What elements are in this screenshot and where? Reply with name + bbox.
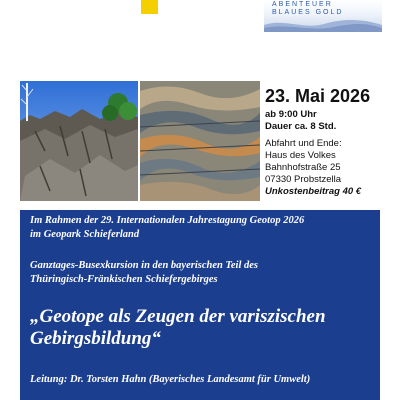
fee-text: Unkostenbeitrag 40 €: [265, 186, 362, 197]
brand-logo: [264, 0, 382, 32]
tour-line-1: Ganztages-Busexkursion in den bayerischen Teil des: [30, 260, 259, 271]
brand-line-2: BLAUES GOLD: [272, 9, 344, 16]
intro-line-1: Im Rahmen der 29. Internationalen Jahrestagung Geotop 2026: [30, 215, 305, 226]
title-line-1: „Geotope als Zeugen der variszischen: [30, 306, 326, 327]
venue-city: 07330 Probstzella: [265, 174, 342, 185]
event-duration: Dauer ca. 8 Std.: [265, 121, 337, 132]
slate-layers-photo: [140, 81, 260, 201]
departure-label: Abfahrt und Ende:: [265, 138, 342, 149]
title-line-2: Gebirgsbildung“: [30, 328, 161, 349]
tour-line-2: Thüringisch-Fränkischen Schiefergebirges: [30, 274, 218, 285]
venue-name: Haus des Volkes: [265, 150, 336, 161]
event-start: ab 9:00 Uhr: [265, 109, 317, 120]
quarry-photo: [20, 81, 138, 201]
venue-street: Bahnhofstraße 25: [265, 162, 341, 173]
logo-yellow-block: [141, 0, 158, 14]
wave-icon: [264, 16, 382, 32]
leader-line: Leitung: Dr. Torsten Hahn (Bayerisches Landesamt für Umwelt): [30, 374, 311, 385]
event-date: 23. Mai 2026: [265, 86, 371, 106]
intro-line-2: im Geopark Schieferland: [30, 229, 140, 240]
brand-line-1: ABENTEUER: [272, 1, 333, 8]
description-panel: [20, 210, 380, 400]
